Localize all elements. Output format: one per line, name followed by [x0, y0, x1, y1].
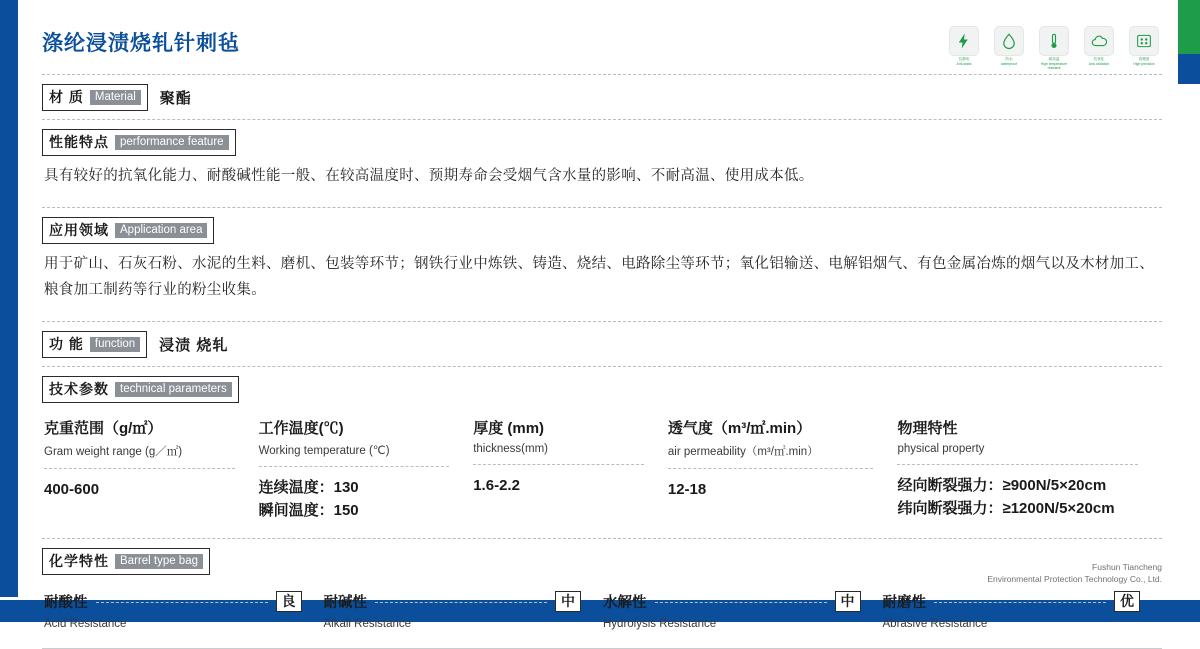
param-working-temperature	[259, 417, 474, 522]
param-title-en: Working temperature (℃)	[258, 445, 390, 458]
chemical-title-cn: 耐酸性	[44, 595, 88, 612]
anti-static-icon	[949, 26, 979, 56]
param-value-line1: 经向断裂强力：≥900N/5×20cm	[897, 477, 1107, 495]
chemical-grade: 优	[1114, 591, 1140, 612]
section-performance	[42, 120, 1162, 207]
high-precision-icon	[1129, 26, 1159, 56]
material-label-cn: 材 质	[49, 89, 84, 105]
param-value-line1: 12-18	[667, 481, 707, 499]
technical-chip	[42, 376, 239, 403]
chemical-row	[603, 591, 883, 612]
chemical-label-cn: 化学特性	[49, 553, 109, 570]
param-value-line1: 连续温度：130	[258, 479, 359, 497]
chemical-alkali-resistance	[324, 591, 604, 630]
company-name-line2: Environmental Protection Technology Co., Ltd.	[987, 574, 1162, 585]
right-blue-accent	[1178, 54, 1200, 84]
feature-badges	[946, 26, 1162, 70]
badge-label-cn: 高精度	[1138, 57, 1150, 61]
badge-label-en: High precision	[1133, 61, 1155, 66]
page-title: 涤纶浸渍烧轧针刺毡	[42, 32, 240, 55]
chemical-divider	[655, 602, 827, 603]
function-value: 浸渍 烧轧	[159, 337, 229, 355]
chemical-abrasive-resistance	[883, 591, 1163, 630]
section-technical	[42, 367, 1162, 538]
param-title-cn: 透气度（m³/㎡.min）	[667, 420, 812, 438]
header	[42, 0, 1162, 74]
param-divider	[668, 468, 874, 469]
badge-anti-oxidation	[1081, 26, 1117, 70]
param-value	[897, 475, 1162, 520]
chemical-label-en: Barrel type bag	[115, 554, 203, 569]
param-title-cn: 克重范围（g/㎡）	[44, 420, 163, 438]
chemical-hydrolysis-resistance	[603, 591, 883, 630]
param-air-permeability	[668, 417, 898, 522]
chemical-chip	[42, 548, 210, 575]
anti-oxidation-icon	[1084, 26, 1114, 56]
function-label-cn: 功 能	[49, 336, 84, 353]
chemical-title-en: Hydrolysis Resistance	[603, 618, 717, 631]
material-value: 聚酯	[159, 90, 192, 107]
technical-label-cn: 技术参数	[49, 381, 109, 398]
param-title-en: physical property	[897, 443, 985, 456]
performance-label-row	[42, 120, 1162, 156]
chemical-title-en: Abrasive Resistance	[882, 618, 988, 631]
application-label-row	[42, 208, 1162, 244]
chemical-grade: 中	[835, 591, 861, 612]
section-function	[42, 322, 1162, 366]
param-value-line1: 400-600	[44, 481, 100, 499]
param-gram-weight	[44, 417, 259, 522]
param-title-cn: 物理特性	[897, 420, 958, 438]
function-label-en: function	[90, 337, 140, 352]
chemical-grade: 中	[555, 591, 581, 612]
waterproof-icon	[994, 26, 1024, 56]
content-area	[42, 0, 1162, 649]
param-divider	[473, 464, 644, 465]
param-title-en: Gram weight range (g／㎡)	[44, 446, 183, 459]
badge-label-en: Anti-oxidation	[1088, 61, 1110, 66]
performance-label-cn: 性能特点	[49, 134, 109, 150]
param-divider	[44, 468, 235, 469]
performance-text: 具有较好的抗氧化能力、耐酸碱性能一般、在较高温度时、预期寿命会受烟气含水量的影响、不耐高温、使用成本低。	[44, 168, 814, 184]
param-value-line2: 瞬间温度：150	[258, 501, 359, 519]
chemical-row	[324, 591, 604, 612]
param-thickness	[473, 417, 668, 522]
badge-high-precision	[1126, 26, 1162, 70]
chemical-title-cn: 水解性	[603, 595, 647, 612]
chemical-row	[44, 591, 324, 612]
badge-high-temperature	[1036, 26, 1072, 70]
application-text: 用于矿山、石灰石粉、水泥的生料、磨机、包装等环节；钢铁行业中炼铁、铸造、烧结、电路除尘等环节；氧化铝输送、电解铝烟气、有色金属冶炼的烟气以及木材加工、粮食加工制药等行业的粉尘收集。	[44, 256, 1154, 298]
left-blue-bar	[0, 0, 18, 622]
material-label-en: Material	[90, 90, 141, 105]
param-value	[668, 479, 898, 502]
chemical-title-en: Alkali Resistance	[323, 618, 412, 631]
technical-params-grid	[42, 403, 1162, 530]
function-chip	[42, 331, 147, 358]
badge-label-cn: 抗静电	[958, 57, 970, 61]
chemical-title-en: Acid Resistance	[44, 618, 127, 631]
badge-label-en: Anti-static	[956, 61, 972, 66]
param-value	[44, 479, 259, 502]
param-title-en: thickness(mm)	[473, 443, 548, 456]
badge-label-cn: 耐高温	[1048, 57, 1060, 61]
param-title-en: air permeability（m³/㎡.min）	[667, 446, 819, 459]
application-chip	[42, 217, 214, 244]
left-bar-white-gap	[18, 0, 22, 622]
chemical-acid-resistance	[44, 591, 324, 630]
section-material	[42, 75, 1162, 119]
badge-label-cn: 抗氧化	[1093, 57, 1105, 61]
performance-chip	[42, 129, 236, 156]
technical-label-en: technical parameters	[115, 382, 232, 397]
application-label-en: Application area	[115, 223, 207, 238]
material-label-row	[42, 75, 1162, 111]
param-value	[473, 475, 668, 498]
param-value-line1: 1.6-2.2	[473, 477, 520, 495]
chemical-title-cn: 耐碱性	[323, 595, 367, 612]
right-green-accent	[1178, 0, 1200, 54]
chemical-divider	[375, 602, 547, 603]
param-value	[259, 477, 474, 522]
badge-label-en: waterproof	[1000, 61, 1018, 66]
badge-anti-static	[946, 26, 982, 70]
badge-waterproof	[991, 26, 1027, 70]
company-footer	[987, 561, 1162, 587]
param-title-cn: 厚度 (mm)	[473, 420, 545, 438]
chemical-row	[883, 591, 1163, 612]
performance-label-en: performance feature	[115, 135, 229, 150]
chemical-title-cn: 耐磨性	[882, 595, 926, 612]
param-title-cn: 工作温度(℃)	[258, 420, 344, 438]
high-temperature-icon	[1039, 26, 1069, 56]
param-divider	[897, 464, 1138, 465]
param-physical-property	[897, 417, 1162, 522]
section-chemical	[42, 539, 1162, 648]
technical-label-row	[42, 367, 1162, 403]
badge-label-en: High temperature resistant	[1040, 61, 1068, 70]
chemical-grade: 良	[276, 591, 302, 612]
function-label-row	[42, 322, 1162, 358]
badge-label-cn: 防水	[1005, 57, 1013, 61]
param-value-line2: 纬向断裂强力：≥1200N/5×20cm	[897, 499, 1115, 517]
chemical-divider	[96, 602, 268, 603]
company-name-line1: Fushun Tiancheng	[1092, 561, 1162, 572]
param-divider	[259, 466, 450, 467]
chemical-divider	[934, 602, 1106, 603]
material-chip	[42, 84, 148, 111]
application-label-cn: 应用领域	[49, 222, 109, 239]
section-application	[42, 208, 1162, 321]
